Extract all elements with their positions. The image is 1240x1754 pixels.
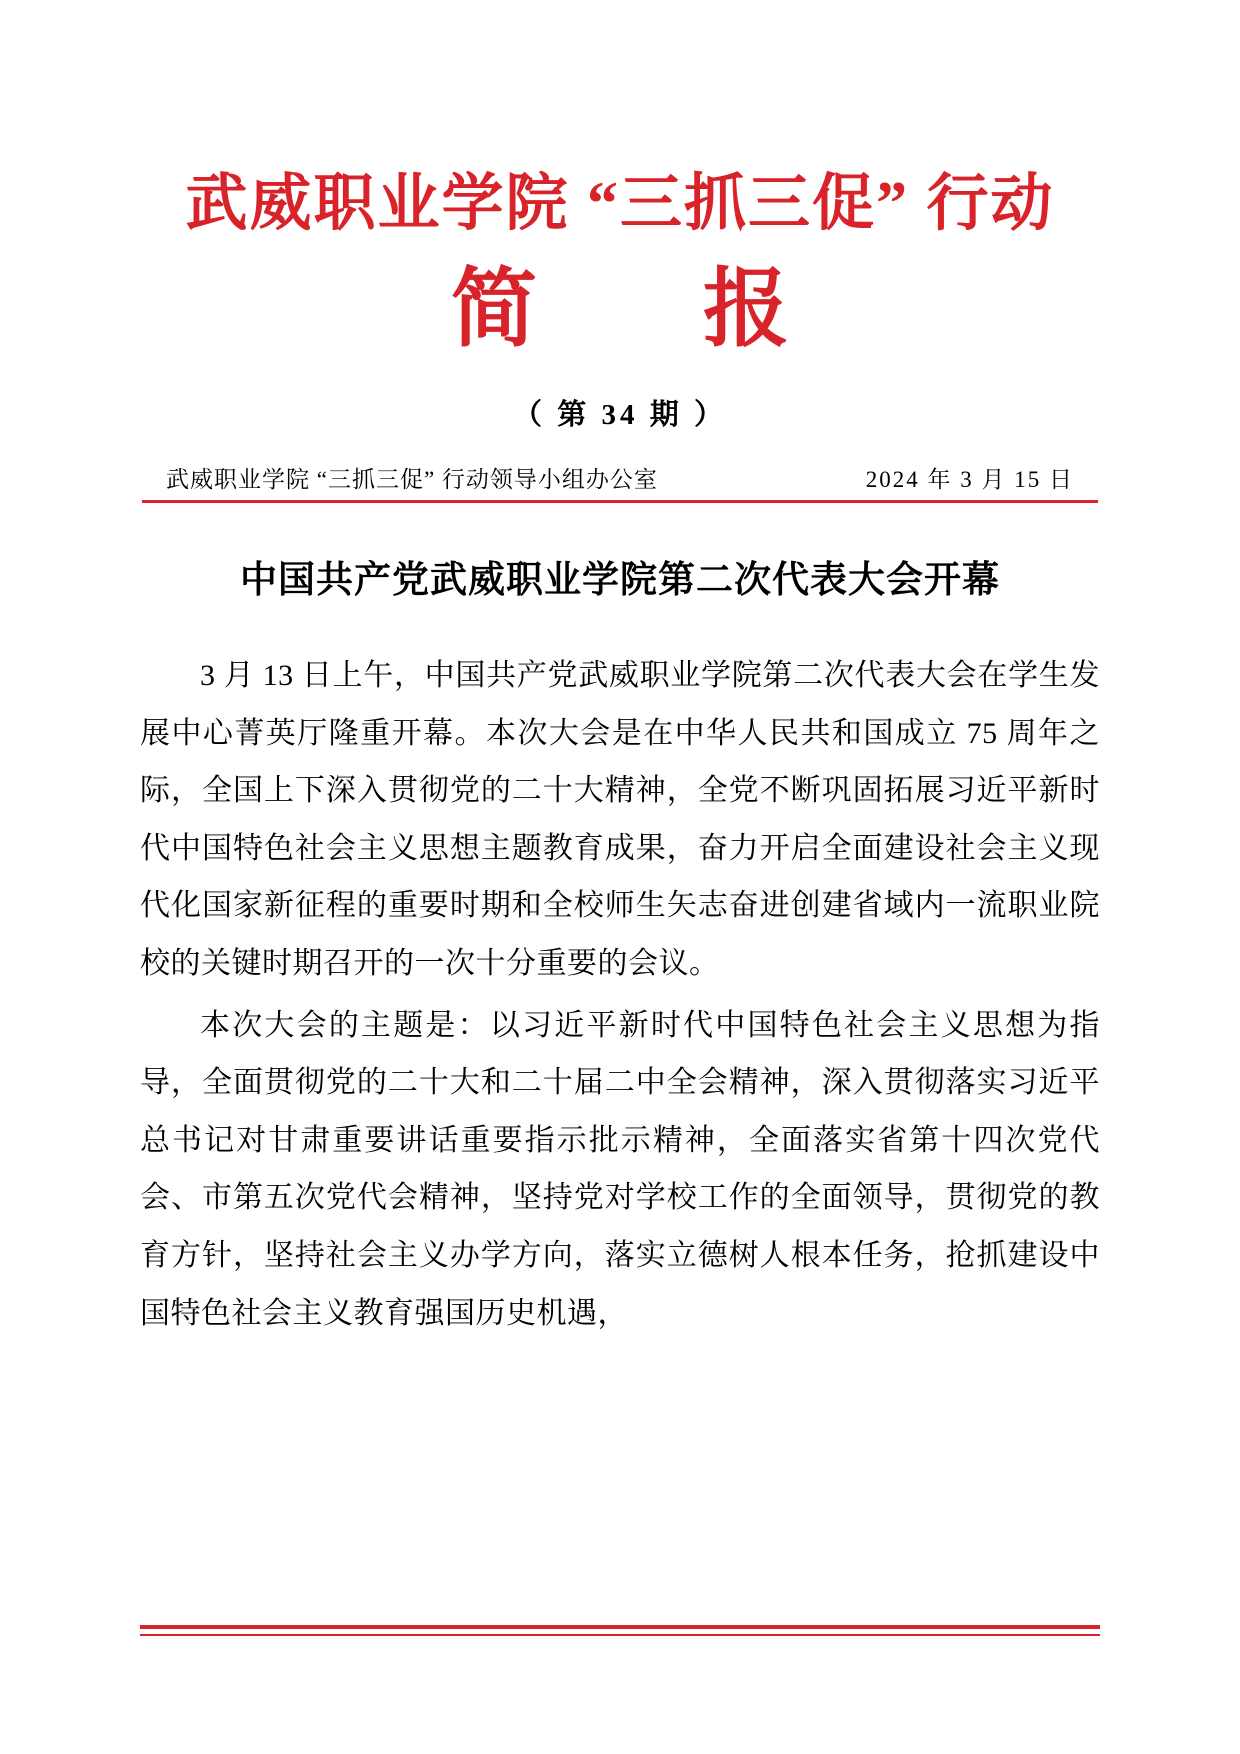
issue-number: （ 第 34 期 ） <box>512 398 727 431</box>
header-divider-rule <box>142 500 1098 503</box>
article-headline: 中国共产党武威职业学院第二次代表大会开幕 <box>240 559 1000 601</box>
footer-divider <box>140 1625 1100 1636</box>
masthead-title-line2: 简 报 <box>451 261 829 358</box>
issue-date: 2024 年 3 月 15 日 <box>865 466 1074 492</box>
masthead-title-line1: 武威职业学院 “三抓三促” 行动 <box>185 170 1055 238</box>
footer-rule-thick <box>140 1625 1100 1629</box>
article-paragraph: 本次大会的主题是：以习近平新时代中国特色社会主义思想为指导，全面贯彻党的二十大和二十届二中全会精神，深入贯彻落实习近平总书记对甘肃重要讲话重要指示批示精神，全面落实省第十四次党代会、市第五次党代会精神，坚持党对学校工作的全面领导，贯彻党的教育方针，坚持社会主义办学方向，落实立德树人根本任务，抢抓建设中国特色社会主义教育强国历史机遇， <box>140 1008 1100 1330</box>
imprint <box>140 461 1100 500</box>
masthead <box>140 0 1100 366</box>
article-paragraph: 3 月 13 日上午，中国共产党武威职业学院第二次代表大会在学生发展中心菁英厅隆重开幕。本次大会是在中华人民共和国成立 75 周年之际，全国上下深入贯彻党的二十大精神，全党不断巩固拓展习近平新时代中国特色社会主义思想主题教育成果，奋力开启全面建设社会主义现代化国家新征程的重要时期和全校师生矢志奋进创建省域内一流职业院校的关键时期召开的一次十分重要的会议。 <box>140 658 1100 980</box>
footer-rule-thin <box>140 1634 1100 1636</box>
article-body <box>140 647 1100 1342</box>
issuing-office: 武威职业学院 “三抓三促” 行动领导小组办公室 <box>166 466 658 492</box>
